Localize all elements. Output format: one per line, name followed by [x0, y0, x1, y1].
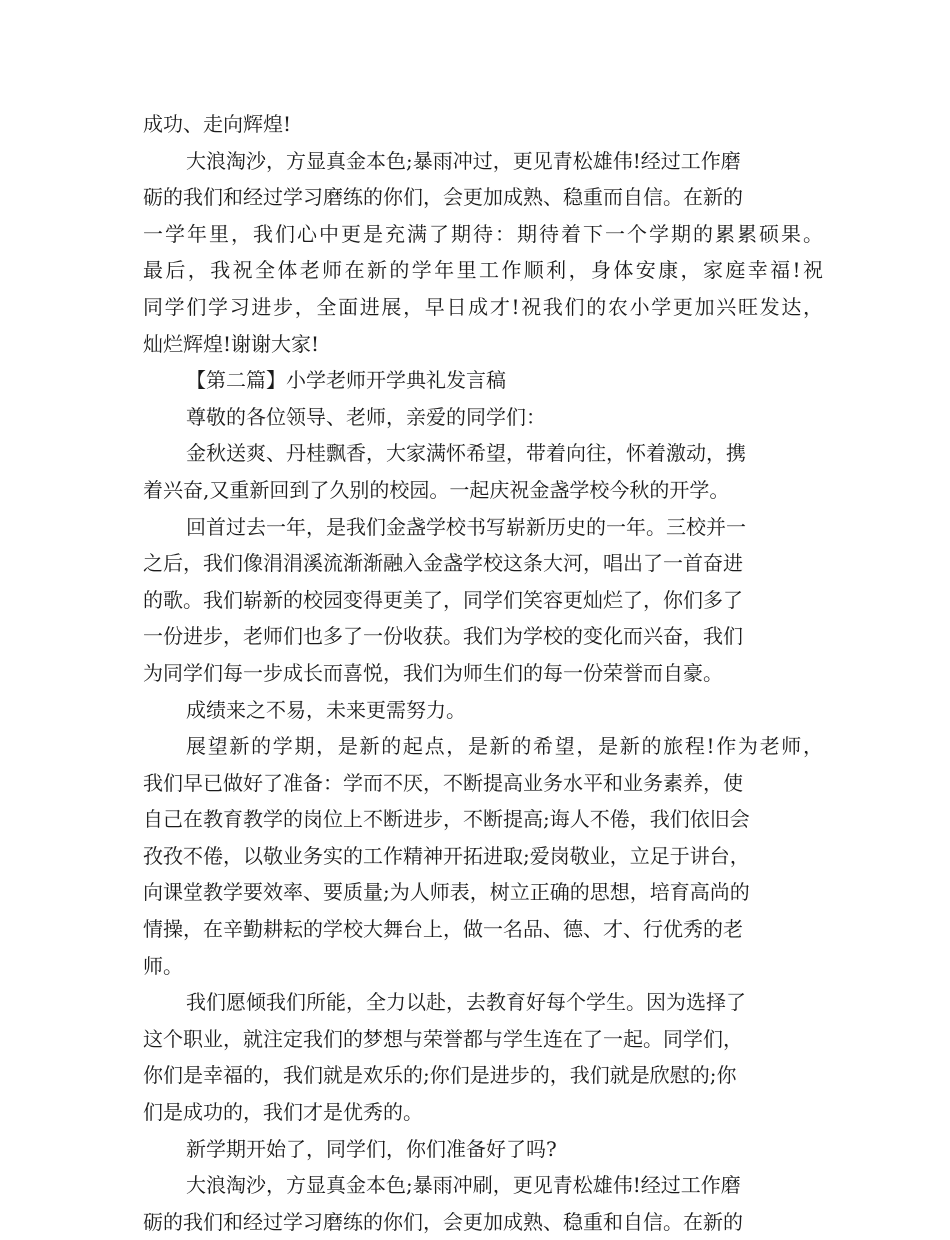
text-line: 砺的我们和经过学习磨练的你们，会更加成熟、稳重而自信。在新的 — [143, 185, 743, 210]
text-line: 一份进步，老师们也多了一份收获。我们为学校的变化而兴奋，我们 — [143, 624, 743, 649]
text-line: 的歌。我们崭新的校园变得更美了，同学们笑容更灿烂了，你们多了 — [143, 587, 743, 612]
text-line: 你们是幸福的，我们就是欢乐的;你们是进步的，我们就是欣慰的;你 — [143, 1063, 737, 1088]
text-line: 新学期开始了，同学们，你们准备好了吗? — [186, 1136, 557, 1161]
text-line: 成绩来之不易，未来更需努力。 — [186, 697, 466, 722]
text-line: 大浪淘沙，方显真金本色;暴雨冲过，更见青松雄伟!经过工作磨 — [186, 148, 741, 173]
text-line: 一学年里，我们心中更是充满了期待：期待着下一个学期的累累硕果。 — [143, 221, 823, 246]
text-line: 灿烂辉煌!谢谢大家! — [143, 331, 320, 356]
text-line: 同学们学习进步，全面进展，早日成才!祝我们的农小学更加兴旺发达， — [143, 294, 823, 319]
text-line: 孜孜不倦，以敬业务实的工作精神开拓进取;爱岗敬业，立足于讲台， — [143, 843, 750, 868]
text-line: 向课堂教学要效率、要质量;为人师表，树立正确的思想，培育高尚的 — [143, 880, 750, 905]
text-line: 尊敬的各位领导、老师，亲爱的同学们： — [186, 404, 546, 429]
text-line: 大浪淘沙，方显真金本色;暴雨冲刷，更见青松雄伟!经过工作磨 — [186, 1173, 741, 1198]
text-line: 成功、走向辉煌! — [143, 112, 292, 136]
text-line: 们是成功的，我们才是优秀的。 — [143, 1100, 423, 1125]
text-line: 着兴奋,又重新回到了久别的校园。一起庆祝金盏学校今秋的开学。 — [143, 477, 730, 502]
text-line: 最后，我祝全体老师在新的学年里工作顺利，身体安康，家庭幸福!祝 — [143, 258, 823, 283]
text-line: 之后，我们像涓涓溪流渐渐融入金盏学校这条大河，唱出了一首奋进 — [143, 551, 743, 576]
text-line: 为同学们每一步成长而喜悦，我们为师生们的每一份荣誉而自豪。 — [143, 660, 723, 685]
text-line: 我们愿倾我们所能，全力以赴，去教育好每个学生。因为选择了 — [186, 990, 746, 1015]
text-line: 展望新的学期，是新的起点，是新的希望，是新的旅程!作为老师， — [186, 734, 823, 759]
text-line: 自己在教育教学的岗位上不断进步，不断提高;诲人不倦，我们依旧会 — [143, 807, 750, 832]
text-line: 砺的我们和经过学习磨练的你们，会更加成熟、稳重和自信。在新的 — [143, 1209, 743, 1234]
text-line: 回首过去一年，是我们金盏学校书写崭新历史的一年。三校并一 — [186, 514, 746, 539]
text-line: 我们早已做好了准备：学而不厌，不断提高业务水平和业务素养，使 — [143, 770, 743, 795]
text-line: 【第二篇】小学老师开学典礼发言稿 — [186, 368, 506, 393]
text-line: 师。 — [143, 953, 183, 978]
document-body — [143, 106, 823, 1240]
text-line: 情操，在辛勤耕耘的学校大舞台上，做一名品、德、才、行优秀的老 — [143, 917, 743, 942]
text-line: 金秋送爽、丹桂飘香，大家满怀希望，带着向往，怀着激动，携 — [186, 441, 746, 466]
text-line: 这个职业，就注定我们的梦想与荣誉都与学生连在了一起。同学们， — [143, 1026, 743, 1051]
